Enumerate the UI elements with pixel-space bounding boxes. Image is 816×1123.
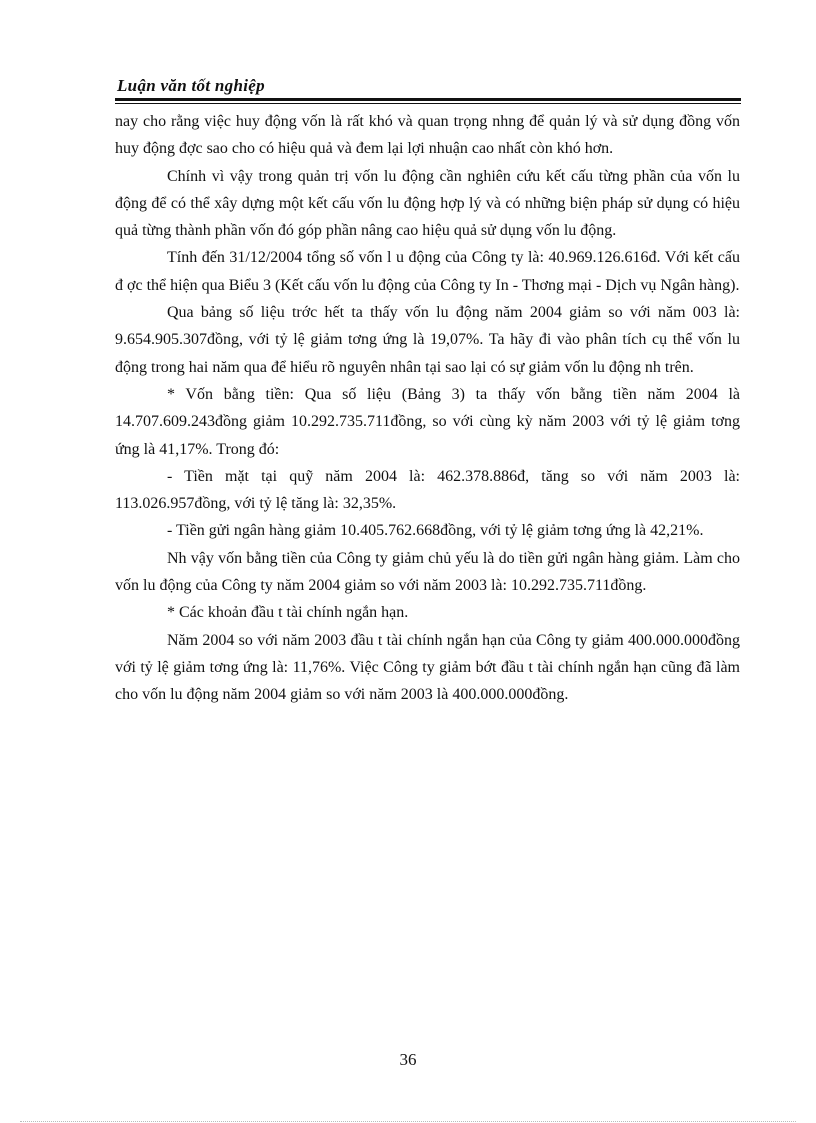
page-number: 36 [399, 1050, 417, 1069]
header-rule-thick [115, 98, 741, 101]
body-text [115, 108, 740, 709]
paragraph: Qua bảng số liệu trớc hết ta thấy vốn lu động năm 2004 giảm so với năm 003 là: 9.654.905.307đồng, với tỷ lệ giảm tơng ứng là 19,07%. Ta hãy đi vào phân tích cụ thể vốn lu động trong hai năm qua để hiểu rõ nguyên nhân tại sao lại có sự giảm vốn lu động nh trên. [115, 304, 740, 376]
header-title: Luận văn tốt nghiệp [117, 76, 265, 95]
paragraph: - Tiền mặt tại quỹ năm 2004 là: 462.378.886đ, tăng so với năm 2003 là: 113.026.957đồng, với tỷ lệ tăng là: 32,35%. [115, 467, 740, 513]
paragraph: Năm 2004 so với năm 2003 đầu t tài chính ngắn hạn của Công ty giảm 400.000.000đồng với tỷ lệ giảm tơng ứng là: 11,76%. Việc Công ty giảm bớt đầu t tài chính ngắn hạn cũng đã làm cho vốn lu động năm 2004 giảm so với năm 2003 là 400.000.000đồng. [115, 631, 740, 704]
footer-divider [20, 1121, 796, 1122]
paragraph: - Tiền gửi ngân hàng giảm 10.405.762.668đồng, với tỷ lệ giảm tơng ứng là 42,21%. [167, 522, 704, 540]
paragraph: * Vốn bằng tiền: Qua số liệu (Bảng 3) ta thấy vốn bằng tiền năm 2004 là 14.707.609.243đồng giảm 10.292.735.711đồng, so với cùng kỳ năm 2003 với tỷ lệ giảm tơng ứng là 41,17%. Trong đó: [115, 385, 740, 458]
page-header [115, 76, 741, 96]
paragraph: * Các khoản đầu t tài chính ngắn hạn. [167, 604, 409, 622]
paragraph: Chính vì vậy trong quản trị vốn lu động cần nghiên cứu kết cấu từng phần của vốn lu động để có thể xây dựng một kết cấu vốn lu động hợp lý và có những biện pháp sử dụng có hiệu quả từng thành phần vốn đó góp phần nâng cao hiệu quả sử dụng vốn lu động. [115, 167, 740, 240]
paragraph: Nh vậy vốn bằng tiền của Công ty giảm chủ yếu là do tiền gửi ngân hàng giảm. Làm cho vốn lu động của Công ty năm 2004 giảm so với năm 2003 là: 10.292.735.711đồng. [115, 549, 740, 595]
header-rule-thin [115, 103, 741, 104]
paragraph: nay cho rằng việc huy động vốn là rất khó và quan trọng nhng để quản lý và sử dụng đồng vốn huy động đợc sao cho có hiệu quả và đem lại lợi nhuận cao nhất còn khó hơn. [115, 113, 740, 158]
paragraph: Tính đến 31/12/2004 tổng số vốn l u động của Công ty là: 40.969.126.616đ. Với kết cấu đ ợc thể hiện qua Biểu 3 (Kết cấu vốn lu động của Công ty In - Thơng mại - Dịch vụ Ngân hàng). [115, 249, 740, 294]
